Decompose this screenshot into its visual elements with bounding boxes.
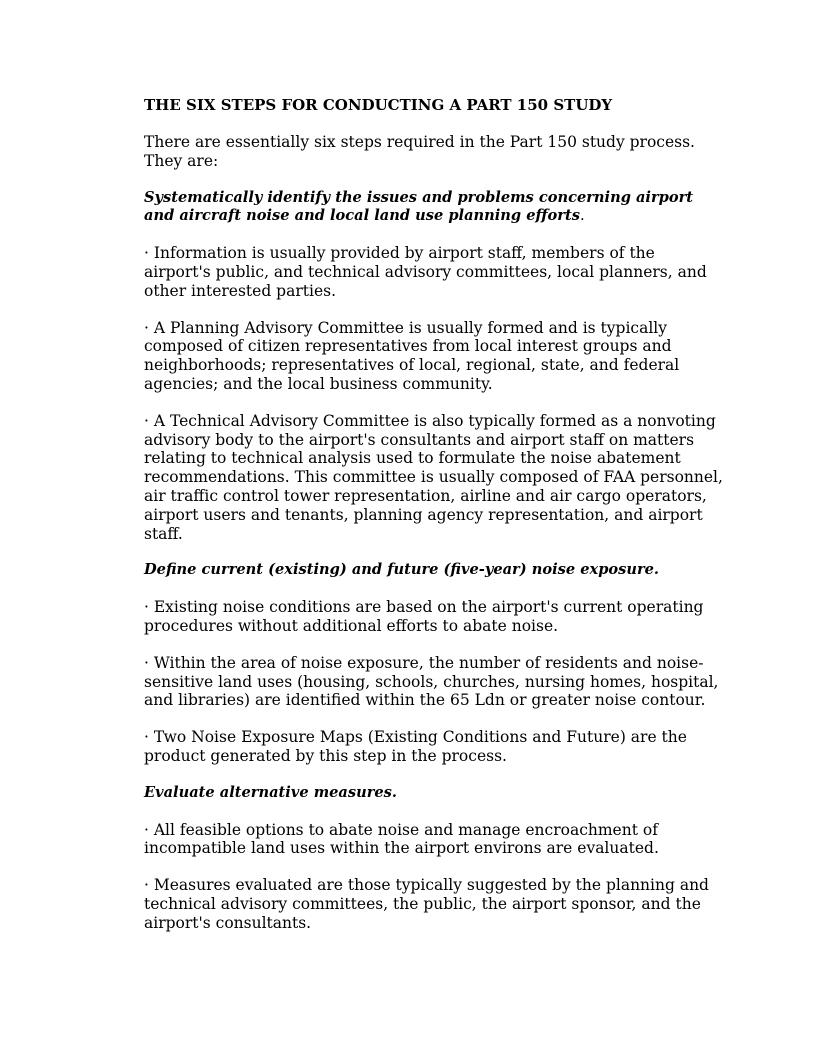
document-page bbox=[144, 96, 724, 933]
intro-paragraph: There are essentially six steps required in the Part 150 study process. They are: bbox=[144, 133, 695, 170]
step-heading-evaluate-measures: Evaluate alternative measures. bbox=[144, 783, 397, 801]
bullet-paragraph: · Existing noise conditions are based on the airport's current operating procedures without additional efforts to abate noise. bbox=[144, 598, 704, 635]
bullet-paragraph: · Information is usually provided by airport staff, members of the airport's public, and technical advisory committees, local planners, and other interested parties. bbox=[144, 244, 707, 300]
step-heading-identify-issues bbox=[144, 189, 724, 227]
bullet-paragraph: · A Planning Advisory Committee is usually formed and is typically composed of citizen representatives from local interest groups and neighborhoods; representatives of local, regional, state, and federal agencies; and the local business community. bbox=[144, 318, 680, 393]
step-heading-define-noise-exposure: Define current (existing) and future (five-year) noise exposure. bbox=[144, 561, 660, 579]
page-title: THE SIX STEPS FOR CONDUCTING A PART 150 STUDY bbox=[144, 96, 613, 114]
bullet-paragraph: · Measures evaluated are those typically suggested by the planning and technical advisory committees, the public, the airport sponsor, and the airport's consultants. bbox=[144, 876, 709, 932]
bullet-paragraph: · Within the area of noise exposure, the number of residents and noise-sensitive land uses (housing, schools, churches, nursing homes, hospital, and libraries) are identified within the 65 Ldn or greater noise contour. bbox=[144, 653, 719, 710]
step-heading-text: Systematically identify the issues and problems concerning airport and aircraft noise and local land use planning efforts bbox=[144, 188, 694, 225]
step-heading-period: . bbox=[579, 207, 585, 225]
bullet-paragraph: · Two Noise Exposure Maps (Existing Conditions and Future) are the product generated by this step in the process. bbox=[144, 728, 687, 765]
bullet-paragraph: · All feasible options to abate noise and manage encroachment of incompatible land uses within the airport environs are evaluated. bbox=[144, 820, 659, 858]
bullet-paragraph: · A Technical Advisory Committee is also typically formed as a nonvoting advisory body to the airport's consultants and airport staff on matters relating to technical analysis used to formulate the noise abatement recommendations. This committee is usually composed of FAA personnel, air traffic control tower representation, airline and air cargo operators, airport users and tenants, planning agency representation, and airport staff. bbox=[144, 411, 723, 543]
